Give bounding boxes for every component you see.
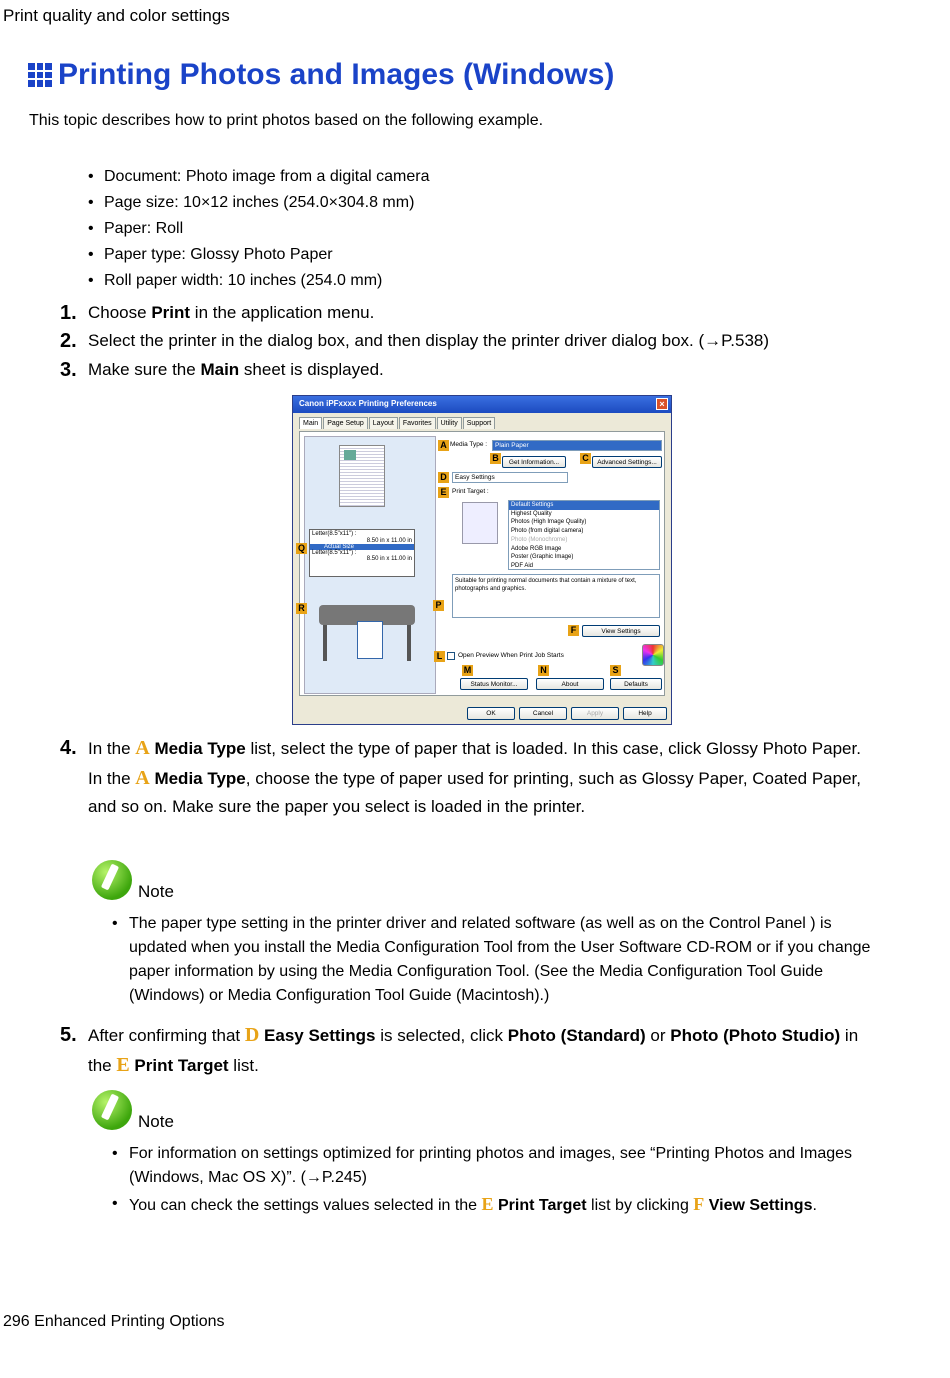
media-type-label: Media Type : xyxy=(450,441,488,448)
callout-c: C xyxy=(580,453,591,464)
step-1 xyxy=(60,299,880,328)
step-number: 5. xyxy=(60,1024,77,1046)
step-text: sheet is displayed. xyxy=(239,360,384,379)
step-text: Make sure the xyxy=(88,360,201,379)
callout-f: F xyxy=(568,625,579,636)
list-item: • Roll paper width: 10 inches (254.0 mm) xyxy=(88,268,429,294)
step-text: In the xyxy=(88,739,136,758)
paper-size-label: Letter(8.5"x11") : xyxy=(312,531,357,537)
canon-color-icon[interactable] xyxy=(642,644,664,666)
paper-size-value: 8.50 in x 11.00 in xyxy=(366,538,412,544)
step-text: Choose xyxy=(88,303,152,322)
note-label: Note xyxy=(138,1112,174,1131)
callout-n: N xyxy=(538,665,549,676)
callout-e: E xyxy=(438,487,449,498)
note-pencil-icon xyxy=(92,860,132,900)
step-number: 2. xyxy=(60,330,77,352)
tab-support[interactable]: Support xyxy=(463,417,496,429)
dialog-title-bar xyxy=(293,396,671,413)
list-item: • Document: Photo image from a digital camera xyxy=(88,164,429,190)
callout-letter: A xyxy=(135,737,150,759)
list-item xyxy=(112,1192,872,1218)
step-bold: Print Target xyxy=(129,1055,229,1075)
note-block-2 xyxy=(92,1090,882,1214)
page-footer: 296 Enhanced Printing Options xyxy=(3,1313,225,1330)
step-text: or xyxy=(645,1026,671,1045)
step-text: list, select the type of paper that is loaded. In this case, click Glossy Photo Paper. xyxy=(245,739,861,758)
main-sheet xyxy=(299,431,665,696)
note-text: You can check the settings values selected in the xyxy=(129,1197,482,1214)
note-block-1 xyxy=(92,860,882,1004)
list-item[interactable]: Adobe RGB Image xyxy=(511,545,562,552)
view-settings-button[interactable]: View Settings xyxy=(582,625,660,637)
step-bold: Print xyxy=(151,303,191,322)
close-icon[interactable]: × xyxy=(656,398,668,410)
list-item[interactable]: Poster (Graphic Image) xyxy=(511,554,574,561)
tab-utility[interactable]: Utility xyxy=(437,417,462,429)
step-paragraph xyxy=(88,764,880,822)
step-bold: Media Type xyxy=(149,739,246,758)
printer-preferences-dialog xyxy=(292,395,672,725)
callout-letter: A xyxy=(135,766,150,789)
list-item: • Page size: 10×12 inches (254.0×304.8 mm) xyxy=(88,190,429,216)
step-2 xyxy=(60,327,880,356)
callout-r: R xyxy=(296,603,307,614)
description-text: Suitable for printing normal documents that contain a mixture of text, photographs and graphics. xyxy=(455,578,637,592)
intro-text: This topic describes how to print photos based on the following example. xyxy=(29,112,544,129)
callout-letter: E xyxy=(481,1194,494,1214)
page-preview xyxy=(339,445,385,507)
tab-page-setup[interactable]: Page Setup xyxy=(323,417,368,429)
callout-q: Q xyxy=(297,543,305,553)
callout-letter: F xyxy=(693,1194,705,1214)
print-target-label: Print Target : xyxy=(452,488,489,495)
step-bold: Photo (Photo Studio) xyxy=(670,1026,841,1045)
list-item[interactable]: PDF Aid xyxy=(511,562,534,569)
page-title xyxy=(28,58,614,92)
running-header: Print quality and color settings xyxy=(3,6,230,25)
callout-letter: D xyxy=(244,1024,260,1046)
callout-m: M xyxy=(463,665,472,675)
photo-thumbnail xyxy=(344,450,356,460)
list-item: • For information on settings optimized for printing photos and images, see “Printing Photos and Images (Windows, Mac OS X)”. (→P.245) xyxy=(112,1142,872,1190)
callout-s: S xyxy=(610,665,621,676)
step-3 xyxy=(60,356,880,385)
note-pencil-icon xyxy=(92,1090,132,1130)
paper-size-value: 8.50 in x 11.00 in xyxy=(366,556,412,562)
list-item: • The paper type setting in the printer driver and related software (as well as on the Control Panel ) is updated when you install the Media Configuration Tool from the User Software CD-ROM or if you change paper information by using the Media Configuration Tool. (See the Media Configuration Tool Guide (Windows) or Media Configuration Tool Guide (Macintosh).) xyxy=(112,912,872,1008)
note-list xyxy=(112,912,872,1008)
step-text: After confirming that xyxy=(88,1026,245,1045)
paper-size-box xyxy=(309,529,415,577)
step-number: 1. xyxy=(60,302,77,324)
section-grid-icon xyxy=(28,63,52,87)
step-paragraph xyxy=(88,734,880,764)
open-preview-checkbox[interactable] xyxy=(447,652,455,660)
printer-illustration xyxy=(315,595,421,669)
print-target-list[interactable] xyxy=(508,500,660,570)
tab-main[interactable]: Main xyxy=(299,417,322,429)
cancel-button[interactable]: Cancel xyxy=(519,707,567,720)
note-label: Note xyxy=(138,882,174,901)
step-text: in the application menu. xyxy=(190,303,375,322)
step-5 xyxy=(60,1021,880,1080)
actual-size-row: Actual Size xyxy=(310,544,414,550)
step-text: list. xyxy=(228,1055,259,1075)
about-button[interactable]: About xyxy=(536,678,604,690)
step-number: 3. xyxy=(60,359,77,381)
defaults-button[interactable]: Defaults xyxy=(610,678,662,690)
list-item[interactable]: Photo (from digital camera) xyxy=(511,528,584,535)
tab-favorites[interactable]: Favorites xyxy=(399,417,436,429)
list-item[interactable]: Default Settings xyxy=(509,501,659,510)
callout-d: D xyxy=(438,472,449,483)
list-item[interactable]: Highest Quality xyxy=(511,510,552,517)
description-box xyxy=(452,574,660,618)
list-item: • Paper type: Glossy Photo Paper xyxy=(88,242,429,268)
get-information-button[interactable]: Get Information... xyxy=(502,456,566,468)
step-bold: Easy Settings xyxy=(259,1026,376,1045)
step-text: in the xyxy=(88,1026,859,1075)
paper-size-label: Letter(8.5"x11") : xyxy=(312,550,357,556)
dialog-title: Canon iPFxxxx Printing Preferences xyxy=(299,399,437,408)
ok-button[interactable]: OK xyxy=(467,707,515,720)
note-text: list by clicking xyxy=(586,1197,694,1214)
dialog-tabs xyxy=(299,417,495,429)
example-list xyxy=(88,164,429,294)
callout-b: B xyxy=(490,453,501,464)
advanced-settings-button[interactable]: Advanced Settings... xyxy=(592,456,662,468)
step-bold: Photo (Standard) xyxy=(507,1026,646,1045)
step-number: 4. xyxy=(60,737,77,759)
page-title-text: Printing Photos and Images (Windows) xyxy=(58,58,615,91)
help-button[interactable]: Help xyxy=(623,707,667,720)
print-target-thumbnail xyxy=(462,502,498,544)
step-bold: Main xyxy=(200,360,240,379)
apply-button[interactable]: Apply xyxy=(571,707,619,720)
note-bold: View Settings xyxy=(704,1197,813,1214)
step-text: , choose the type of paper used for printing, such as Glossy Paper, Coated Paper, and so on. Make sure the paper you select is loaded in the printer. xyxy=(88,768,861,816)
step-text: Select the printer in the dialog box, and then display the printer driver dialog box. (→P.538) xyxy=(88,331,770,350)
list-item: • Paper: Roll xyxy=(88,216,429,242)
callout-p: P xyxy=(433,600,444,611)
step-bold: Media Type xyxy=(149,768,246,788)
status-monitor-button[interactable]: Status Monitor... xyxy=(460,678,528,690)
callout-l: L xyxy=(434,651,445,662)
open-preview-label: Open Preview When Print Job Starts xyxy=(458,652,564,659)
callout-a: A xyxy=(438,440,449,451)
step-text: is selected, click xyxy=(375,1026,508,1045)
list-item[interactable]: Photos (High Image Quality) xyxy=(511,519,587,526)
callout-letter: E xyxy=(116,1053,130,1076)
media-type-select[interactable]: Plain Paper xyxy=(492,440,662,451)
step-text: In the xyxy=(88,768,136,788)
preview-pane xyxy=(304,436,436,694)
easy-settings-select[interactable]: Easy Settings xyxy=(452,472,568,483)
note-list xyxy=(112,1142,872,1218)
note-bold: Print Target xyxy=(493,1197,587,1214)
step-4 xyxy=(60,734,880,822)
note-text: . xyxy=(812,1197,817,1214)
tab-layout[interactable]: Layout xyxy=(369,417,398,429)
list-item[interactable]: Photo (Monochrome) xyxy=(511,536,568,543)
